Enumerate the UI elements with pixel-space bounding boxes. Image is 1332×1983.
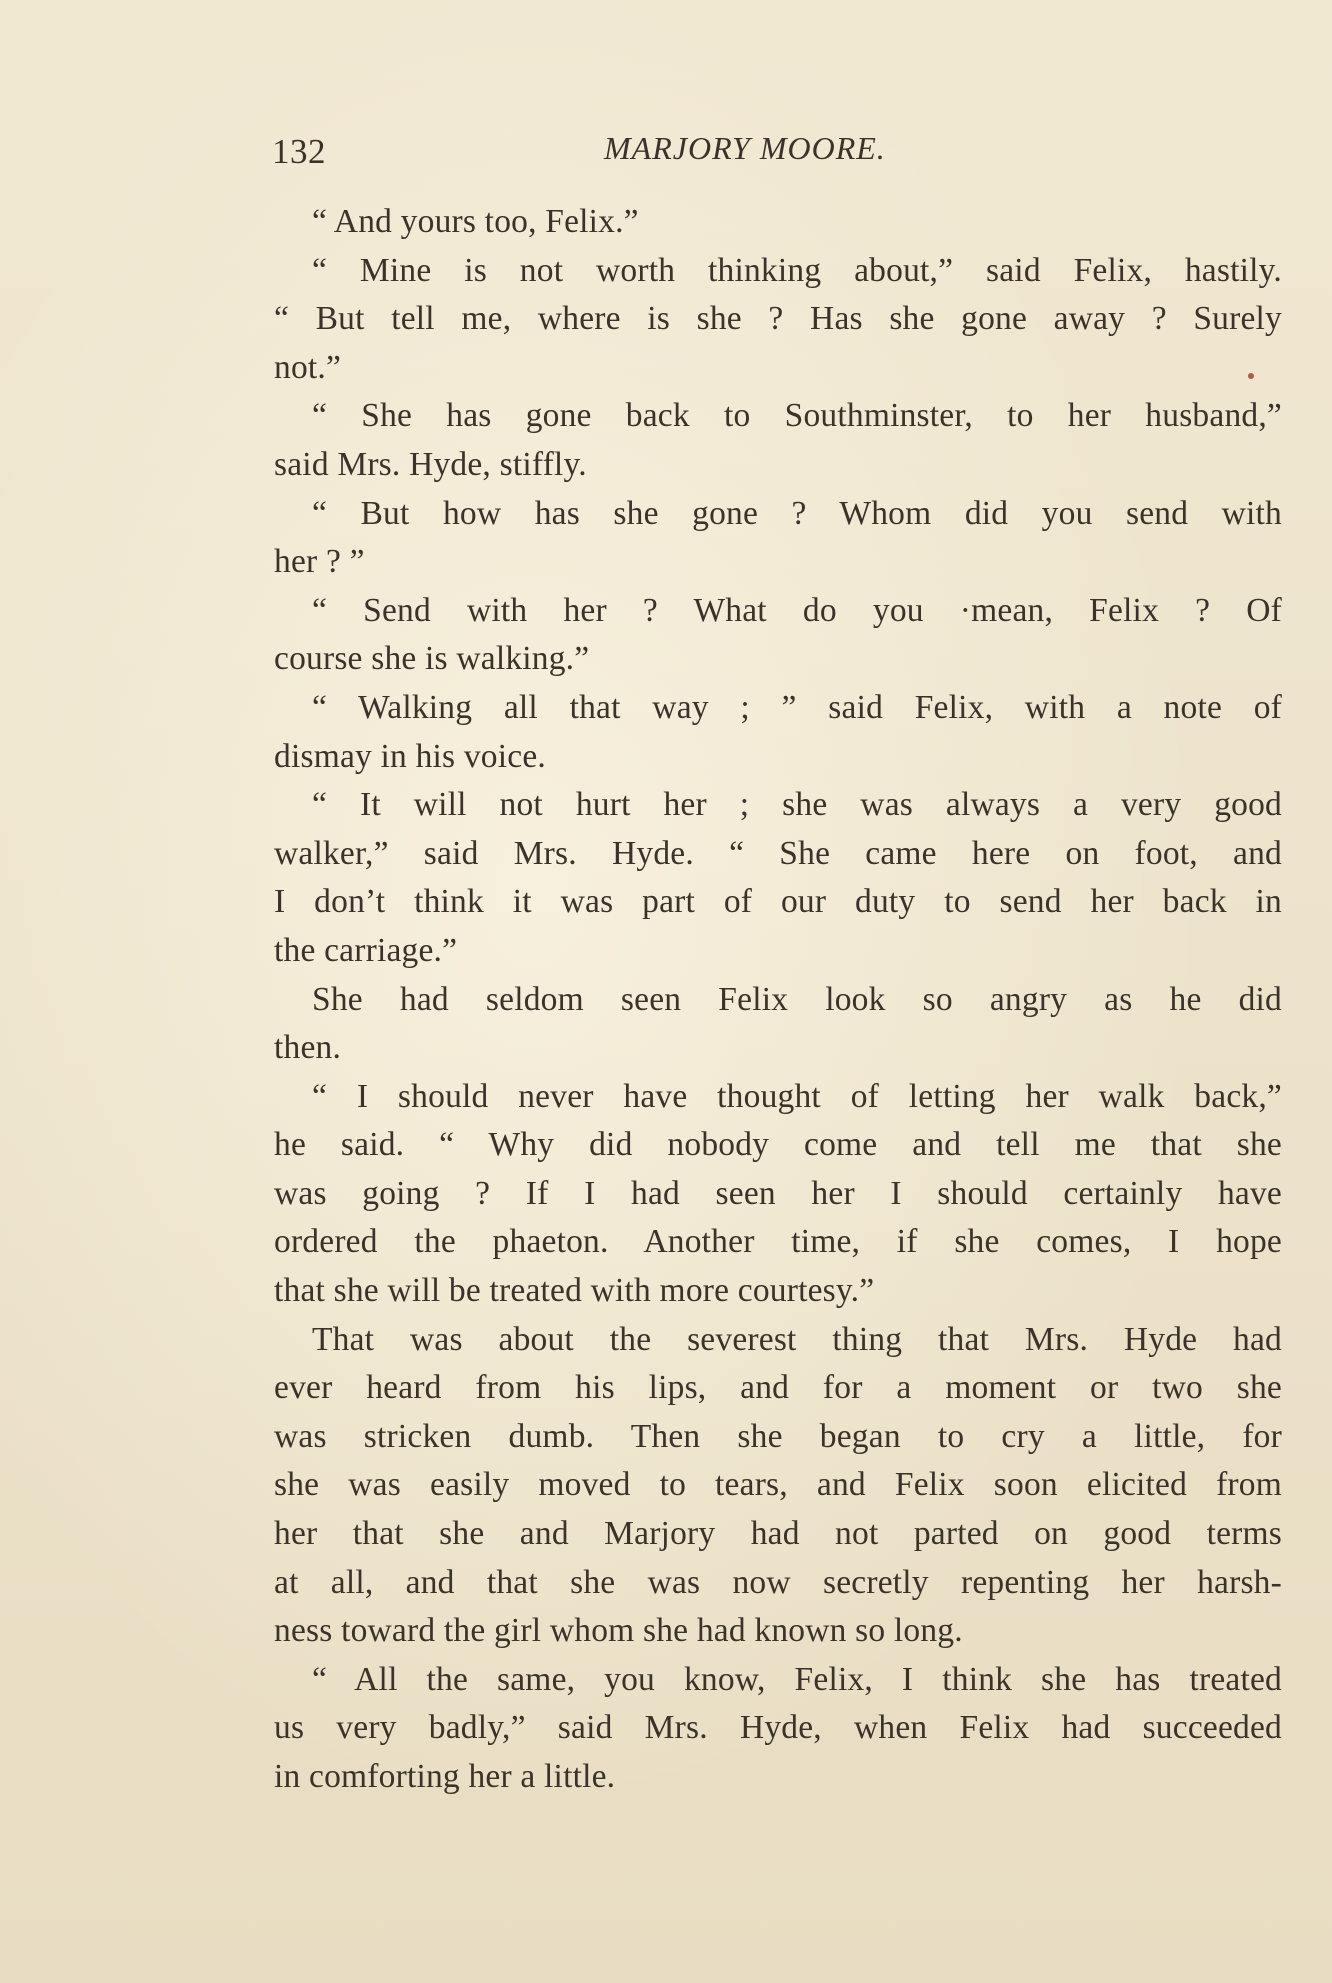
text-line: was stricken dumb. Then she began to cry a little, for [274,1417,1282,1455]
text-line: “ And yours too, Felix.” [312,203,639,240]
text-line: ordered the phaeton. Another time, if she comes, I hope [274,1223,1282,1261]
text-line: he said. “ Why did nobody come and tell me that she [274,1126,1282,1164]
text-line: her that she and Marjory had not parted on good terms [274,1515,1282,1553]
text-line: “ Walking all that way ; ” said Felix, with a note of [312,688,1282,726]
text-line: then. [274,1029,342,1067]
text-line: course she is walking.” [274,640,590,678]
text-line: us very badly,” said Mrs. Hyde, when Felix had succeeded [274,1709,1282,1747]
text-line: ever heard from his lips, and for a moment or two she [274,1369,1282,1407]
text-line: not.” [274,348,342,386]
text-line: her ? ” [274,543,365,581]
text-line: ness toward the girl whom she had known so long. [274,1612,963,1650]
text-line: was going ? If I had seen her I should certainly have [274,1174,1282,1212]
text-line: She had seldom seen Felix look so angry as he did [312,980,1282,1018]
text-line: I don’t think it was part of our duty to send her back in [274,883,1282,921]
text-line: “ Mine is not worth thinking about,” said Felix, hastily. [312,251,1282,289]
text-line: the carriage.” [274,931,458,969]
text-line: at all, and that she was now secretly repenting her harsh- [274,1563,1282,1601]
text-line: dismay in his voice. [274,737,546,775]
text-line: “ But tell me, where is she ? Has she gone away ? Surely [274,300,1282,338]
text-line: said Mrs. Hyde, stiffly. [274,445,587,483]
body-text [274,198,1282,1802]
text-line: “ She has gone back to Southminster, to her husband,” [312,397,1282,435]
text-line: “ But how has she gone ? Whom did you send with [312,494,1282,532]
running-title: MARJORY MOORE. [604,130,886,166]
text-line: she was easily moved to tears, and Felix soon elicited from [274,1466,1282,1504]
text-line: That was about the severest thing that Mrs. Hyde had [312,1320,1282,1358]
page-number: 132 [272,132,326,171]
ink-speck [1248,373,1254,379]
text-line: that she will be treated with more courtesy.” [274,1272,875,1310]
text-line: “ It will not hurt her ; she was always a very good [312,786,1282,824]
text-line: “ I should never have thought of letting her walk back,” [312,1077,1282,1115]
text-line: “ Send with her ? What do you ·mean, Felix ? Of [312,591,1282,629]
text-line: “ All the same, you know, Felix, I think she has treated [312,1660,1282,1698]
text-line: walker,” said Mrs. Hyde. “ She came here on foot, and [274,834,1282,872]
text-line: in comforting her a little. [274,1758,616,1795]
